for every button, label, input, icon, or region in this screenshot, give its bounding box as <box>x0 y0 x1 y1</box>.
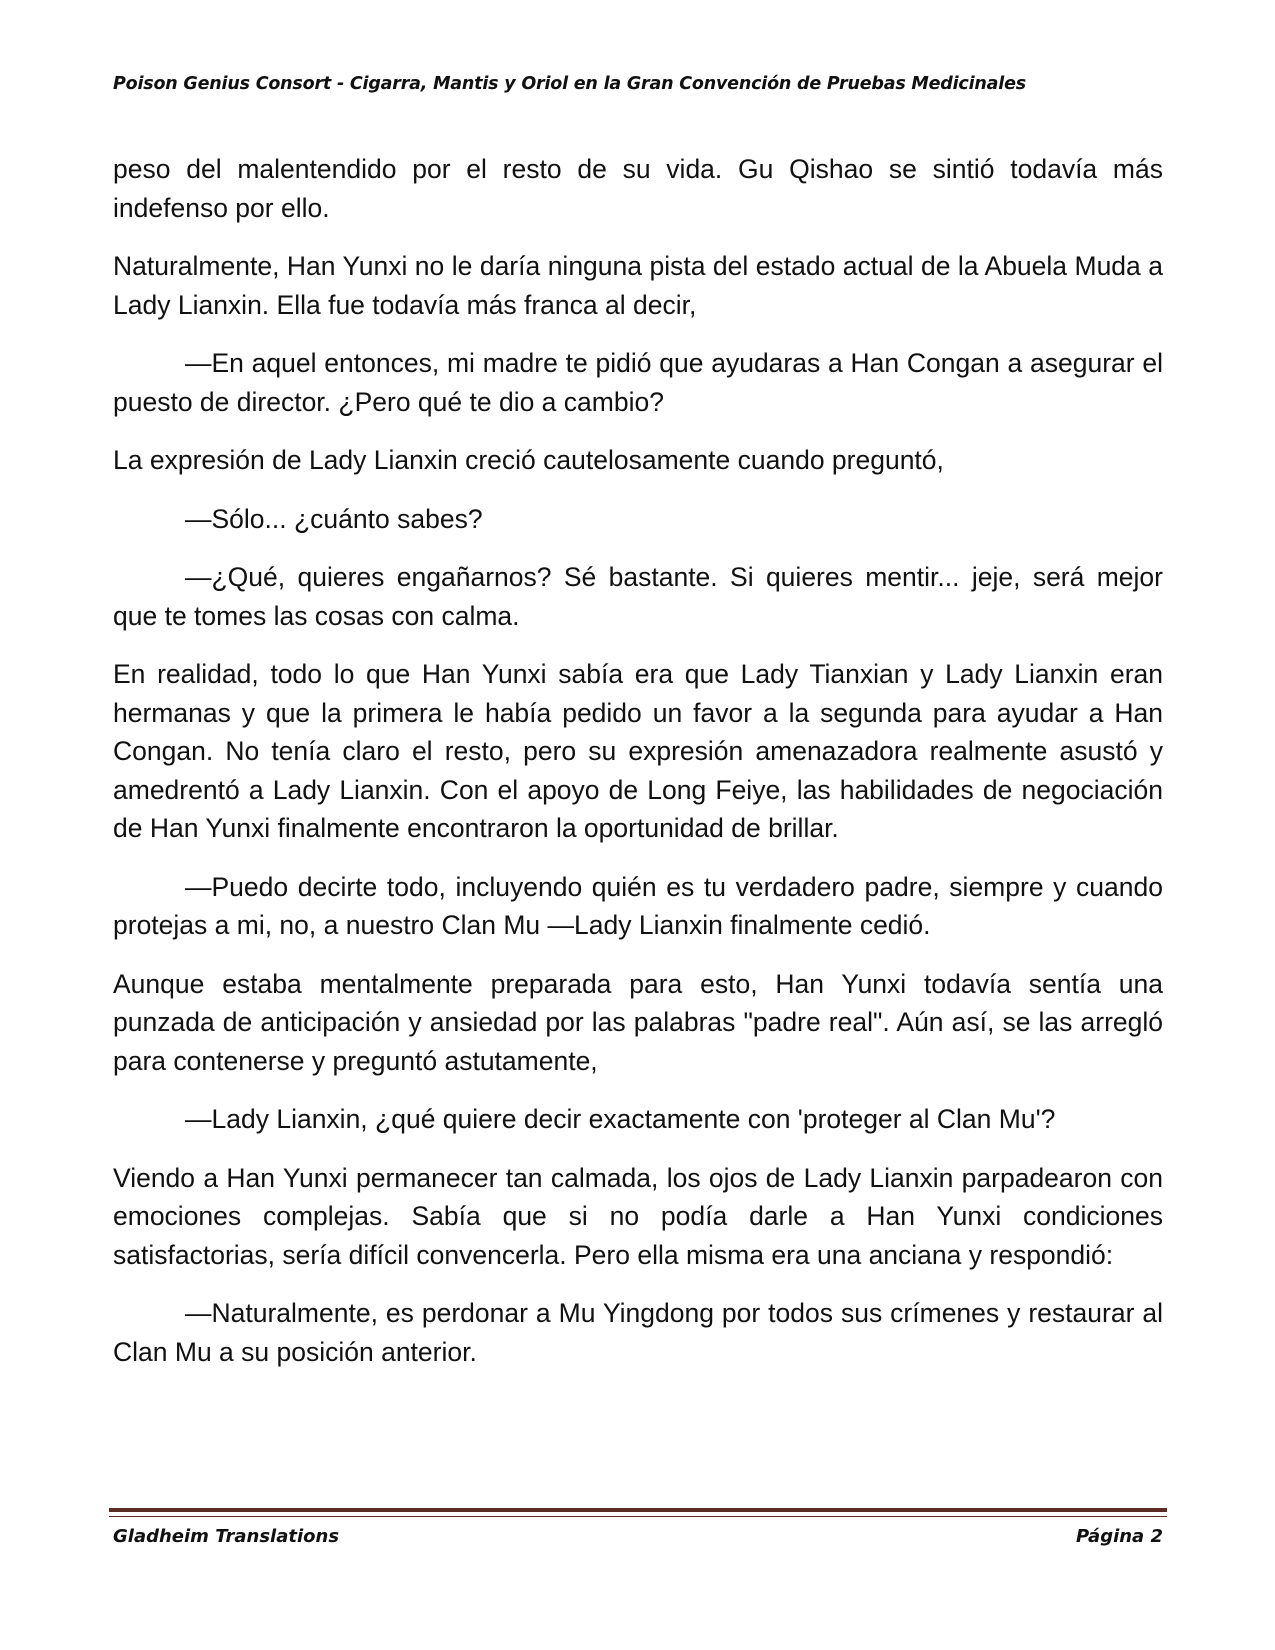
paragraph: Aunque estaba mentalmente preparada para esto, Han Yunxi todavía sentía una punzada de anticipación y ansiedad por las palabras "padre real". Aún así, se las arregló para contenerse y preguntó astutamente, <box>113 968 1163 1076</box>
footer-rule-thin <box>109 1516 1167 1517</box>
footer-rule <box>109 1508 1167 1512</box>
running-header: Poison Genius Consort - Cigarra, Mantis y Oriol en la Gran Convención de Pruebas Medicinales <box>113 74 1026 94</box>
dialogue-paragraph: —En aquel entonces, mi madre te pidió que ayudaras a Han Congan a asegurar el puesto de director. ¿Pero qué te dio a cambio? <box>113 348 1163 417</box>
dialogue-paragraph: —Lady Lianxin, ¿qué quiere decir exactamente con 'proteger al Clan Mu'? <box>185 1104 1056 1134</box>
paragraph: En realidad, todo lo que Han Yunxi sabía era que Lady Tianxian y Lady Lianxin eran hermanas y que la primera le había pedido un favor a la segunda para ayudar a Han Congan. No tenía claro el resto, pero su expresión amenazadora realmente asustó y amedrentó a Lady Lianxin. Con el apoyo de Long Feiye, las habilidades de negociación de Han Yunxi finalmente encontraron la oportunidad de brillar. <box>113 659 1163 843</box>
paragraph: Naturalmente, Han Yunxi no le daría ninguna pista del estado actual de la Abuela Muda a Lady Lianxin. Ella fue todavía más franca al decir, <box>113 251 1163 320</box>
paragraph: Viendo a Han Yunxi permanecer tan calmada, los ojos de Lady Lianxin parpadearon con emociones complejas. Sabía que si no podía darle a Han Yunxi condiciones satisfactorias, sería difícil convencerla. Pero ella misma era una anciana y respondió: <box>113 1162 1163 1270</box>
paragraph: La expresión de Lady Lianxin creció cautelosamente cuando preguntó, <box>113 445 944 475</box>
footer-credit: Gladheim Translations <box>113 1526 340 1547</box>
dialogue-paragraph: —Sólo... ¿cuánto sabes? <box>185 503 483 534</box>
dialogue-paragraph: —Puedo decirte todo, incluyendo quién es tu verdadero padre, siempre y cuando protejas a mi, no, a nuestro Clan Mu —Lady Lianxin finalmente cedió. <box>113 871 1163 940</box>
dialogue-paragraph: —¿Qué, quieres engañarnos? Sé bastante. Si quieres mentir... jeje, será mejor que te tomes las cosas con calma. <box>113 562 1163 631</box>
body-text <box>113 150 1163 1391</box>
paragraph: peso del malentendido por el resto de su vida. Gu Qishao se sintió todavía más indefenso por ello. <box>113 154 1163 223</box>
dialogue-paragraph: —Naturalmente, es perdonar a Mu Yingdong por todos sus crímenes y restaurar al Clan Mu a su posición anterior. <box>113 1298 1163 1367</box>
page-number: Página 2 <box>1076 1526 1163 1547</box>
